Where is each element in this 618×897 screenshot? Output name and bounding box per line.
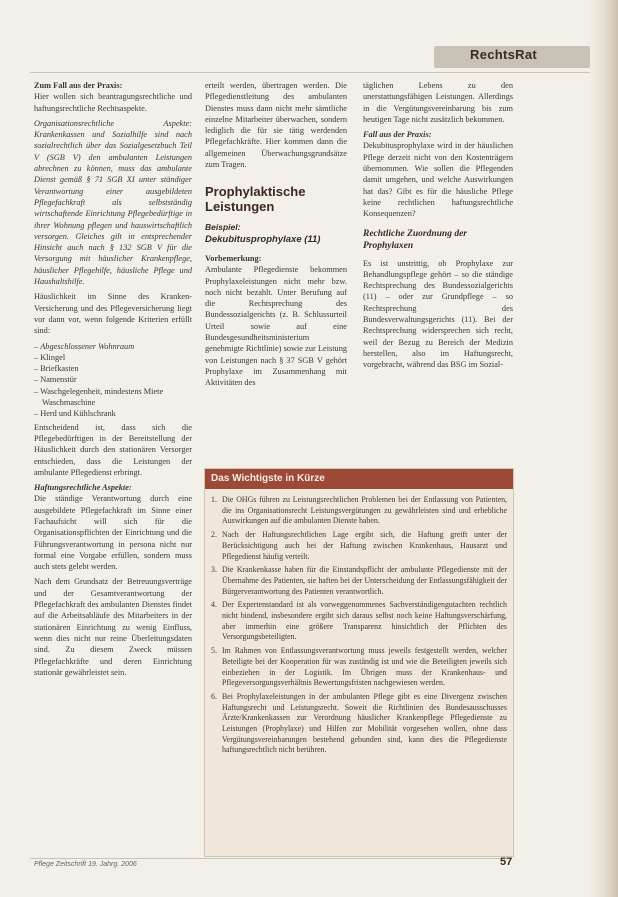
column-3 xyxy=(363,80,513,375)
paragraph: erteilt werden, übertragen werden. Die Pflegedienstleitung des ambulanten Dienstes muss dann nicht mehr sämtliche einzelne Mitarbeiter überwachen, sondern lediglich die für sie tätig werdenden Pflegefachkräfte. Hier kommen dann die allgemeinen Überwachungsgrundsätze zum Tragen. xyxy=(205,81,347,170)
paragraph: Ambulante Pflegedienste bekommen Prophylaxeleistungen nicht mehr bzw. noch nicht bezahlt. Unter Berufung auf die Rechtsprechung des Bundessozialgerichts (z. B. Schlussurteil Urteil sowie auf eine Bundesgesundheitsministerium genehmigte Richtlinie) sowie zur Leistung von Leistungen nach § 37 SGB V gehört Prophylaxe im Zusammenhang mit Aktivitäten des xyxy=(205,265,347,388)
list-item: – Herd und Kühlschrank xyxy=(34,409,116,419)
summary-box xyxy=(204,468,514,857)
list-item: – Klingel xyxy=(34,352,66,362)
paragraph: Entscheidend ist, dass sich die Pflegebedürftigen in der Bereitstellung der Häuslichkeit durch den stationären Versorger entschieden, dass die Leistungen der ambulante Pflegedienst erbringt. xyxy=(34,422,192,477)
summary-item: 2. Nach der Haftungsrechtlichen Lage ergibt sich, die Haftung greift unter der Berücksichtigung auch bei der Haftung zwischen Krankenhaus, Hausarzt und Pflegedienst häufig verteilt. xyxy=(211,530,507,561)
column-1 xyxy=(34,80,192,682)
list-item: – Briefkasten xyxy=(34,364,79,374)
list-item: – Namenstür xyxy=(34,375,77,385)
summary-item: 1. Die OHGs führen zu Leistungsrechtlichen Problemen bei der Entlassung von Patienten, die ins Organisationsrecht Leistungsvergütungen zu gewährleisten sind und erhebliche Auswirkungen auf die ambulanten Dienste haben. xyxy=(211,495,507,526)
page-number: 57 xyxy=(500,856,513,868)
paragraph: Es ist unstrittig, ob Prophylaxe zur Behandlungspflege gehört – so die ständige Rechtsprechung des Bundessozialgerichts (11) – oder zur Grundpflege – so Rechtsprechung des Bundesverwaltungsgerichts (11). Bei der Rechtsprechung widersprechen sich recht, weil der Bezug zu Bereich der Medizin herstellen, also im Haftungsrecht, vorgebracht, während das BSG im Sozial- xyxy=(363,258,513,370)
paragraph: Organisationsrechtliche Aspekte: Krankenkassen und Sozialhilfe sind nach sozialrechtlich über das Sozialgesetzbuch Teil V (SGB V) den ambulanten Leistungen abrechnen zu können, muss das ambulante Dienst gemäß § 71 SGB XI unter ständiger Verantwortung einer ausgebildeten Pflegefachkraft als selbstständig wirtschaftende Einrichtung Pflegebedürftige in ihrer Wohnung pflegen und hauswirtschaftlich versorgen. Gleiches gilt in entsprechender Hinsicht auch nach § 132 SGB V für die Versorgung mit häuslicher Krankenpflege, häuslicher Pflegehilfe, häusliche Pflege und Haushaltshilfe. xyxy=(34,118,192,287)
paragraph: Hier wollen sich beantragungsrechtliche und haftungsrechtliche Rechtsaspekte. xyxy=(34,92,192,113)
journal-citation: Pflege Zeitschrift 19. Jahrg. 2006 xyxy=(34,861,137,868)
paragraph: täglichen Lebens zu den unerstattungsfähigen Leistungen. Allerdings in die Vergütungsvereinbarung bis zum heutigen Tage nicht zusätzlich bekommen. xyxy=(363,81,513,124)
page-edge-shadow xyxy=(588,0,618,897)
summary-item: 3. Die Krankenkasse haben für die Einstandspflicht der ambulante Pflegedienste mit der Übernahme des Patienten, sie haften bei der Unterscheidung der Entlassungsfähigkeit der Bürgerverantwortung des Patienten verantwortlich. xyxy=(211,565,507,596)
section-title: RechtsRat xyxy=(470,47,537,62)
example-label: Beispiel: xyxy=(205,222,241,233)
paragraph: Die ständige Verantwortung durch eine ausgebildete Pflegefachkraft im Sinne einer Fachaufsicht will sich für die Organisationspflichten der Einrichtung und die Führungsverantwortung in persona nicht nur formal eine Vorgabe erfüllen, sondern muss auch stets gelebt werden. xyxy=(34,494,192,572)
list-item: – Waschgelegenheit, mindestens Miete Waschmaschine xyxy=(34,386,164,408)
subheading: Vorbemerkung: xyxy=(205,253,262,263)
case-heading: Fall aus der Praxis: xyxy=(363,130,432,140)
example-title: Dekubitusprophylaxe (11) xyxy=(205,233,321,245)
summary-item: 5. Im Rahmen von Entlassungsverantwortung muss jeweils festgestellt werden, welcher Beteiligte bei der Kooperation für was zuständig ist und wie die Beteiligten jeweils sich einbeziehen in der Logistik. Im Übrigen muss der Krankenhaus- und Pflegeversorgungsverhältnis Bewertungsfristen nachgewiesen werden. xyxy=(211,646,507,688)
summary-list xyxy=(211,495,507,759)
criteria-list xyxy=(34,341,192,420)
list-item: – Abgeschlossener Wohnraum xyxy=(34,341,135,351)
subheading: Rechtliche Zuordnung der Prophylaxen xyxy=(363,228,467,251)
header-rule xyxy=(30,72,590,73)
paragraph: Dekubitusprophylaxe wird in der häuslichen Pflege derzeit nicht von den Kostenträgern übernommen. Wie sollen die Pflegenden damit umgehen, und welche Auswirkungen hat das? Gibt es für die häusliche Pflege keine rechtlichen haftungsrechtliche Konsequenzen? xyxy=(363,141,513,219)
subheading: Haftungsrechtliche Aspekte: xyxy=(34,483,132,493)
summary-item: 4. Der Expertenstandard ist als vorweggenommenes Sachverständigengutachten rechtlich nicht bindend, insbesondere ergibt sich daraus selbst noch keine Haftungsverschärfung, aber immerhin eine größere Transparenz hinsichtlich der Pflichten des Versorgungsbeteiligten. xyxy=(211,600,507,642)
summary-box-title: Das Wichtigste in Kürze xyxy=(205,469,513,489)
paragraph: Häuslichkeit im Sinne des Kranken-Versicherung und des Pflegeversicherung liegt vor dann vor, wenn folgende Kriterien erfüllt sind: xyxy=(34,292,192,336)
case-heading: Zum Fall aus der Praxis: xyxy=(34,81,123,90)
column-2 xyxy=(205,80,347,393)
footer-rule xyxy=(30,858,512,859)
summary-item: 6. Bei Prophylaxeleistungen in der ambulanten Pflege gibt es eine Divergenz zwischen Haftungsrecht und Leistungsrecht. Soweit die Richtlinien des Bundesausschusses Ärzte/Krankenkassen zur Verordnung häuslicher Krankenpflege Pflegedienste zu Leistungen (Prophylaxe) und Hilfen zur Mobilität vorgesehen wollen, ohne dass Vergütungsvereinbarungen bestehend gebunden sind, kann dies die Pflegedienste haftungsrechtlich nicht berühren. xyxy=(211,691,507,755)
paragraph: Nach dem Grundsatz der Betreuungsverträge und der Gesamtverantwortung der Pflegefachkraft des ambulanten Dienstes findet auf die Arbeitsabläufe des Mitarbeiters in der stationären Einrichtung zu wenig Einfluss, wenn dies nicht nur reine Überleitungsdaten sind. Zu diesem Zweck müssen Pflegefachkräfte und deren Einrichtung stationär gewährleistet sein. xyxy=(34,577,192,677)
section-heading: Prophylaktische Leistungen xyxy=(205,184,306,215)
